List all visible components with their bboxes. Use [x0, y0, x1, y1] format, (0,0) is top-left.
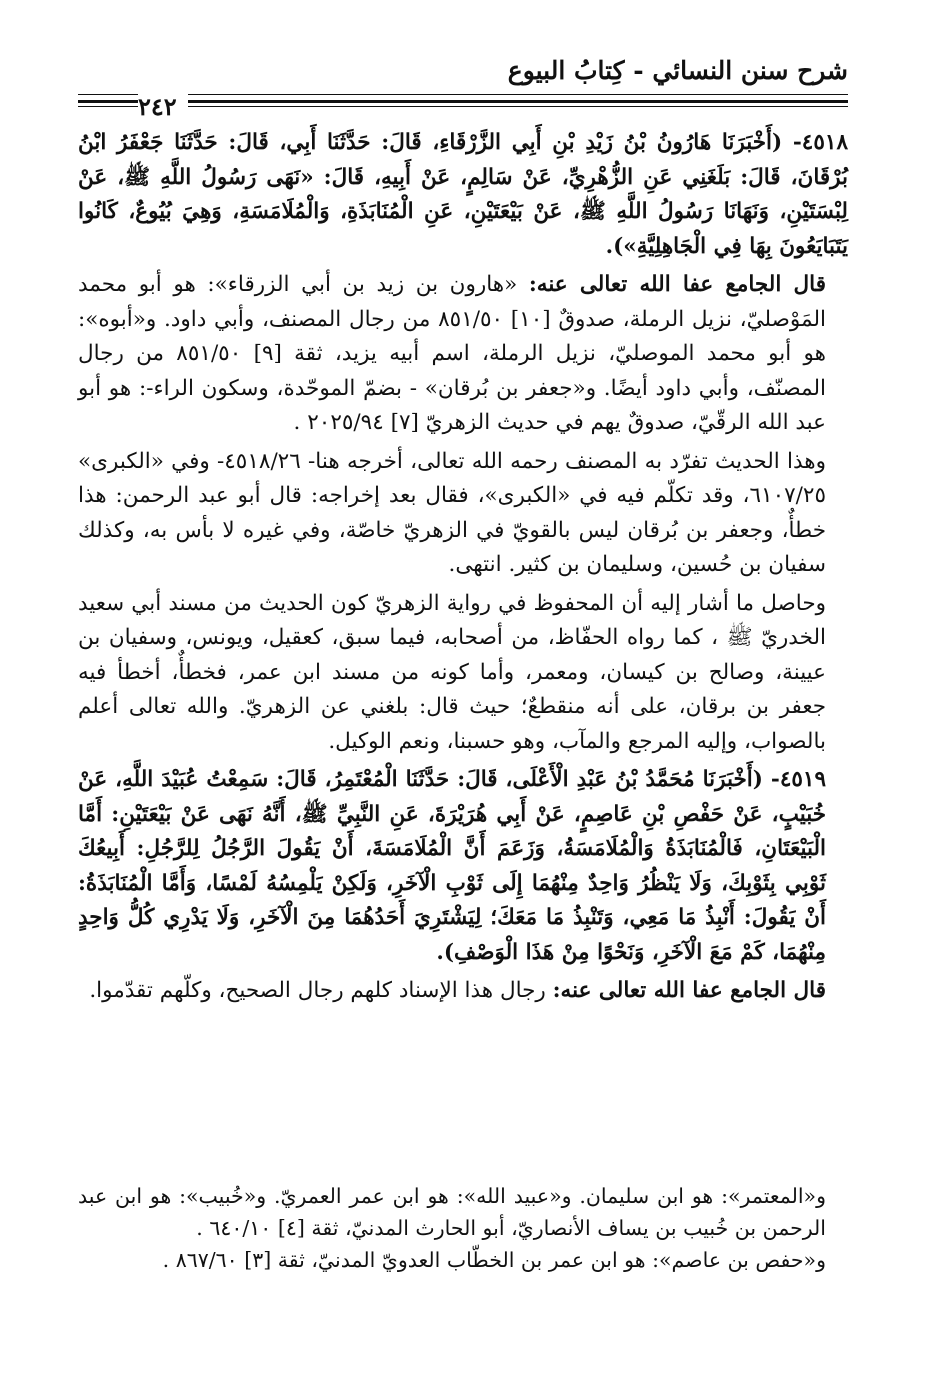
header-rule-line — [78, 100, 138, 103]
page-body — [78, 126, 848, 1013]
hadith-4518: ٤٥١٨- (أَخْبَرَنَا هَارُونُ بْنُ زَيْدِ بْنِ أَبِي الزَّرْقَاءِ، قَالَ: حَدَّثَنَا أَبِي، قَالَ: حَدَّثَنَا جَعْفَرُ ابْنُ بُرْقَانَ، قَالَ: بَلَغَنِي عَنِ الزُّهْرِيِّ، عَنْ سَالِمٍ، عَنْ أَبِيهِ، قَالَ: «نَهَى رَسُولُ اللَّهِ ﷺ، عَنْ لِبْسَتَيْنِ، وَنَهَانَا رَسُولُ اللَّهِ ﷺ، عَنْ بَيْعَتَيْنِ، عَنِ الْمُنَابَذَةِ، وَالْمُلَامَسَةِ، وَهِيَ بُيُوعٌ، كَانُوا يَتَبَايَعُونَ بِهَا فِي الْجَاهِلِيَّةِ»). — [78, 130, 848, 259]
narrators-note-line: و«المعتمر»: هو ابن سليمان. و«عبيد الله»: هو ابن عمر العمريّ. و«خُبيب»: هو ابن عبد الرحمن بن خُبيب بن يساف الأنصاريّ، أبو الحارث المدنيّ، ثقة [٤] ٦٤٠/١٠ . — [78, 1184, 826, 1240]
header-rule-line — [78, 106, 138, 107]
narrators-notes — [78, 1180, 848, 1276]
commentary-label: قال الجامع عفا الله تعالى عنه: — [528, 272, 827, 297]
narrators-note-line: و«حفص بن عاصم»: هو ابن عمر بن الخطّاب العدويّ المدنيّ، ثقة [٣] ٨٦٧/٦٠ . — [162, 1248, 826, 1272]
header-rule-line — [188, 106, 848, 107]
header-rule-left — [78, 92, 138, 110]
commentary-4519 — [78, 974, 848, 1009]
running-title: شرح سنن النسائي - كِتابُ البيوع — [507, 56, 848, 85]
header-rule-line — [78, 94, 138, 95]
page-header — [78, 52, 848, 121]
commentary-4518 — [78, 268, 848, 441]
hadith-4519: ٤٥١٩- (أَخْبَرَنَا مُحَمَّدُ بْنُ عَبْدِ الْأَعْلَى، قَالَ: حَدَّثَنَا الْمُعْتَمِرُ، قَالَ: سَمِعْتُ عُبَيْدَ اللَّهِ، عَنْ خُبَيْبٍ، عَنْ حَفْصِ بْنِ عَاصِمٍ، عَنْ أَبِي هُرَيْرَةَ، عَنِ النَّبِيِّ ﷺ، أَنَّهُ نَهَى عَنْ بَيْعَتَيْنِ: أَمَّا الْبَيْعَتَانِ، فَالْمُنَابَذَةُ وَالْمُلَامَسَةُ، وَزَعَمَ أَنَّ الْمُلَامَسَةَ، أَنْ يَقُولَ الرَّجُلُ لِلرَّجُلِ: أَبِيعُكَ ثَوْبِي بِثَوْبِكَ، وَلَا يَنْظُرُ وَاحِدٌ مِنْهُمَا إِلَى ثَوْبِ الْآخَرِ، وَلَكِنْ يَلْمِسُهُ لَمْسًا، وَأَمَّا الْمُنَابَذَةُ: أَنْ يَقُولَ: أَنْبِذُ مَا مَعِي، وَتَنْبِذُ مَا مَعَكَ؛ لِيَشْتَرِيَ أَحَدُهُمَا مِنَ الْآخَرِ، وَلَا يَدْرِي كُلُّ وَاحِدٍ مِنْهُمَا، كَمْ مَعَ الْآخَرِ، وَنَحْوًا مِنْ هَذَا الْوَصْفِ). — [78, 767, 827, 965]
commentary-text: رجال هذا الإسناد كلهم رجال الصحيح، وكلّهم تقدّموا. — [89, 978, 553, 1003]
summary-paragraph: وحاصل ما أشار إليه أن المحفوظ في رواية الزهريّ كون الحديث من مسند أبي سعيد الخدريّ ﷺ ، كما رواه الحفّاظ، من أصحابه، فيما سبق، كعقيل، ويونس، وسفيان بن عيينة، وصالح بن كيسان، ومعمر، وأما كونه من مسند ابن عمر، فخطأٌ، أخطأ فيه جعفر بن برقان، على أنه منقطعٌ؛ حيث قال: بلغني عن الزهريّ. والله تعالى أعلم بالصواب، وإليه المرجع والمآب، وهو حسبنا، ونعم الوكيل. — [78, 590, 826, 754]
takhrij-paragraph: وهذا الحديث تفرّد به المصنف رحمه الله تعالى، أخرجه هنا- ٤٥١٨/٢٦- وفي «الكبرى» ٦١٠٧/٢٥، وقد تكلّم فيه في «الكبرى»، فقال بعد إخراجه: قال أبو عبد الرحمن: هذا خطأٌ، وجعفر بن بُرقان ليس بالقويّ في الزهريّ خاصّة، وفي غيره لا بأس به، وكذلك سفيان بن حُسين، وسليمان بن كثير. انتهى. — [78, 448, 826, 577]
header-rule-right — [188, 92, 848, 110]
commentary-label: قال الجامع عفا الله تعالى عنه: — [552, 978, 826, 1003]
commentary-text: «هارون بن زيد بن أبي الزرقاء»: هو أبو محمد المَوْصليّ، نزيل الرملة، صدوقٌ [١٠] ٨٥١/٥٠ من رجال المصنف، وأبي داود. و«أبوه»: هو أبو محمد الموصليّ، نزيل الرملة، اسم أبيه يزيد، ثقة [٩] ٨٥١/٥٠ من رجال المصنّف، وأبي داود أيضًا. و«جعفر بن بُرقان» - بضمّ الموحّدة، وسكون الراء-: هو أبو عبد الله الرقّيّ، صدوقٌ يهم في حديث الزهريّ [٧] ٢٠٢٥/٩٤ . — [78, 272, 826, 435]
page-number: ٢٤٢ — [138, 92, 177, 121]
header-rule-line — [188, 94, 848, 95]
header-rule-line — [188, 100, 848, 103]
